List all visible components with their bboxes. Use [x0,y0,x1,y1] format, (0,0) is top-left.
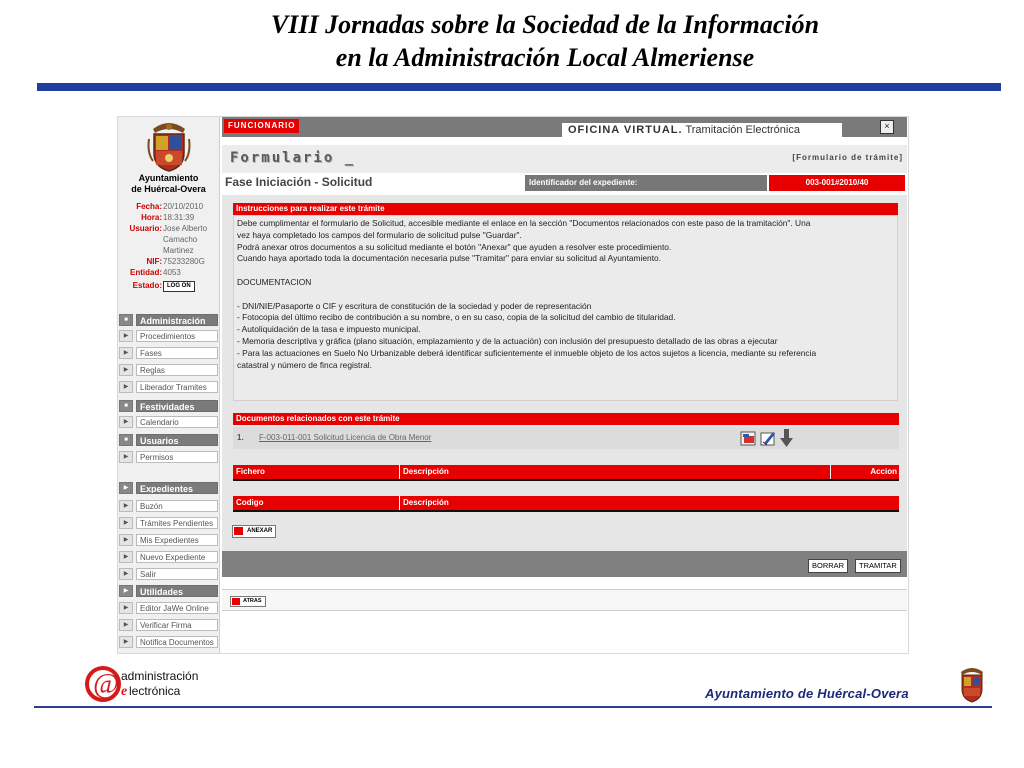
instruction-line: Debe cumplimentar el formulario de Solicitud, accesible mediante el enlace en la sección "Documentos relacionados con este paso de la tramitación". Una [237,218,811,228]
sidebar-item-label: Utilidades [136,585,218,597]
title-divider [37,83,1001,91]
arrow-right-icon: ▶ [119,602,133,614]
instruction-line: Cuando haya aportado toda la documentación necesaria pulse "Tramitar" para enviar su solicitud al Ayuntamiento. [237,253,662,264]
funcionario-tab[interactable]: FUNCIONARIO [224,119,299,133]
slide-title [0,8,1024,74]
arrow-right-icon: ▶ [119,330,133,342]
entidad-value: 4053 [163,268,181,277]
instruction-line [237,289,894,301]
instructions-heading: Instrucciones para realizar este trámite [233,203,898,215]
sidebar-item-liberador-tramites[interactable] [118,380,218,394]
estado-label: Estado: [132,281,162,290]
document-number: 1. [237,433,244,442]
atras-button[interactable] [230,596,266,607]
sidebar-item-label: Expedientes [136,482,218,494]
oficina-rest: Tramitación Electrónica [682,124,800,136]
nif-label: NIF: [146,257,162,266]
print-form-icon[interactable] [741,432,755,445]
arrow-right-icon: ▶ [119,416,133,428]
instruction-line: - Autoliquidación de la tasa e impuesto municipal. [237,324,421,335]
sidebar-item-expedientes[interactable] [118,481,218,495]
arrow-right-icon: ▶ [119,364,133,376]
sidebar-item-label: Trámites Pendientes [136,517,218,529]
logo-e: e [121,684,128,699]
sidebar-item-label: Reglas [136,364,218,376]
instruction-line: - Para las actuaciones en Suelo No Urbanizable deberá identificar suficientemente el inmueble objeto de los actos sujetos a licencia, mediante su referencia [237,347,817,358]
instruction-line: - Fotocopia del último recibo de contribución a su nombre, o en su caso, copia de la solicitud del cambio de titularidad. [237,312,676,323]
sidebar-item-label: Nuevo Expediente [136,551,218,563]
form-tramite-link[interactable]: [Formulario de trámite] [792,153,903,162]
nif-value: 75233280G [163,257,205,266]
arrow-right-icon: ▶ [119,500,133,512]
sidebar-item-nuevo-expediente[interactable] [118,550,218,564]
sidebar-item-label: Procedimientos [136,330,218,342]
arrow-right-icon: ▶ [119,585,133,597]
document-row [233,427,899,449]
arrow-right-icon: ▶ [119,568,133,580]
sidebar-item-usuarios[interactable] [118,433,218,447]
sidebar-item-label: Fases [136,347,218,359]
municipality-line1: Ayuntamiento [138,173,199,183]
col-descripcion: Descripción [403,467,449,476]
action-bar [222,551,907,577]
sidebar-item-fases[interactable] [118,346,218,360]
fecha-label: Fecha: [136,202,162,211]
session-info [118,201,219,292]
arrow-right-icon: ▶ [119,347,133,359]
sidebar-item-label: Administración [136,314,218,326]
instruction-line: vez haya completado los campos del formulario de solicitud pulse "Guardar". [237,229,522,240]
sidebar-item-label: Buzón [136,500,218,512]
slide-title-line1: VIII Jornadas sobre la Sociedad de la Información [270,10,820,39]
arrow-right-icon: ▶ [119,534,133,546]
col-codigo: Codigo [236,498,264,507]
back-icon [232,598,240,605]
app-screenshot [117,116,909,654]
lock-icon: ■ [119,314,133,326]
fecha-value: 20/10/2010 [163,202,204,211]
sidebar-item-label: Calendario [136,416,218,428]
lower-blank-area [222,611,907,653]
sidebar-item-administración[interactable] [118,313,218,327]
sidebar-item-trámites-pendientes[interactable] [118,516,218,530]
tramitar-button[interactable]: TRAMITAR [855,559,901,573]
sidebar-item-label: Festividades [136,400,218,412]
sidebar-item-label: Verificar Firma [136,619,218,631]
sidebar-item-utilidades[interactable] [118,584,218,598]
municipality-name [118,173,219,195]
coat-of-arms-icon [147,119,191,173]
entidad-label: Entidad: [130,268,162,277]
borrar-button[interactable]: BORRAR [808,559,848,573]
phase-title: Fase Iniciación - Solicitud [225,175,373,189]
sidebar [118,117,220,653]
sidebar-item-verificar-firma[interactable] [118,618,218,632]
municipality-line2: de Huércal-Overa [131,184,206,194]
footer-divider [34,706,992,708]
oficina-virtual-label [562,123,842,137]
edit-form-icon[interactable] [761,432,775,445]
usuario-value-1: Jose Alberto [163,224,208,233]
lock-icon: ■ [119,434,133,446]
instruction-line: - Memoria descriptiva y gráfica (plano situación, emplazamiento y de la actuación) con inclusión del presupuesto detallado de las obras a ejecutar [237,335,778,346]
expediente-id-label: Identificador del expediente: [525,175,767,191]
arrow-right-icon: ▶ [119,551,133,563]
top-bar [222,117,907,137]
instruction-line: Podrá anexar otros documentos a su solicitud mediante el botón "Anexar" que ayuden a resolver este procedimiento. [237,241,672,252]
arrow-right-icon: ▶ [119,619,133,631]
arrow-right-icon: ▶ [119,482,133,494]
slide-title-line2: en la Administración Local Almeriense [335,43,755,72]
lock-icon: ■ [119,400,133,412]
close-icon[interactable]: × [880,120,894,134]
log-on-button[interactable]: LOG ON [163,281,195,292]
sidebar-item-procedimientos[interactable] [118,329,218,343]
sidebar-item-label: Liberador Tramites [136,381,218,393]
sidebar-item-label: Mis Expedientes [136,534,218,546]
usuario-value-3: Martinez [163,246,194,255]
col-descripcion-2: Descripción [403,498,449,507]
logo-at-symbol: @ [93,669,119,700]
main-panel [222,117,907,653]
attach-icon [234,527,243,535]
instruction-line: catastral y número de finca registral. [237,359,372,370]
arrow-right-icon: ▶ [119,636,133,648]
footer-coat-of-arms-icon [957,665,987,703]
instruction-line: - DNI/NIE/Pasaporte o CIF y escritura de constitución de la sociedad y poder de representación [237,300,592,311]
codes-table-header [233,496,899,512]
anexar-button[interactable] [232,525,276,538]
instruction-line: DOCUMENTACION [237,276,312,287]
download-arrow-icon[interactable] [780,429,793,447]
sidebar-item-label: Salir [136,568,218,580]
sidebar-item-label: Editor JaWe Online [136,602,218,614]
footer-municipality: Ayuntamiento de Huércal-Overa [705,686,909,701]
files-table-header [233,465,899,481]
logo-line2: lectrónica [129,684,181,698]
sidebar-item-permisos[interactable] [118,450,218,464]
logo-line1: administración [121,669,199,683]
anexar-label: ANEXAR [247,528,273,534]
form-header [222,145,907,173]
sidebar-item-calendario[interactable] [118,415,218,429]
usuario-label: Usuario: [129,224,162,233]
document-actions [740,429,802,447]
expediente-id-value: 003-001#2010/40 [769,175,905,191]
instruction-line [237,265,894,277]
sidebar-item-label: Notifica Documentos [136,636,218,648]
sidebar-item-buzón[interactable] [118,499,218,513]
sidebar-item-mis-expedientes[interactable] [118,533,218,547]
atras-label: ATRAS [243,598,262,604]
sidebar-item-reglas[interactable] [118,363,218,377]
sidebar-item-salir[interactable] [118,567,218,581]
hora-value: 18:31:39 [163,213,195,222]
sidebar-item-festividades[interactable] [118,399,218,413]
administracion-electronica-logo [85,660,225,706]
sidebar-item-editor-jawe-online[interactable] [118,601,218,615]
sidebar-item-label: Usuarios [136,434,218,446]
oficina-bold: OFICINA VIRTUAL. [568,124,683,136]
back-row [222,589,907,611]
sidebar-item-label: Permisos [136,451,218,463]
instructions-body [233,215,898,401]
arrow-right-icon: ▶ [119,451,133,463]
form-title: Formulario _ [230,150,356,166]
arrow-right-icon: ▶ [119,381,133,393]
hora-label: Hora: [141,213,162,222]
document-link[interactable]: F-003-011-001 Solicitud Licencia de Obra Menor [259,433,432,442]
documents-heading: Documentos relacionados con este trámite [233,413,899,425]
col-fichero: Fichero [236,467,265,476]
col-accion: Accion [870,467,897,476]
usuario-value-2: Camacho [163,235,198,244]
arrow-right-icon: ▶ [119,517,133,529]
sidebar-item-notifica-documentos[interactable] [118,635,218,649]
